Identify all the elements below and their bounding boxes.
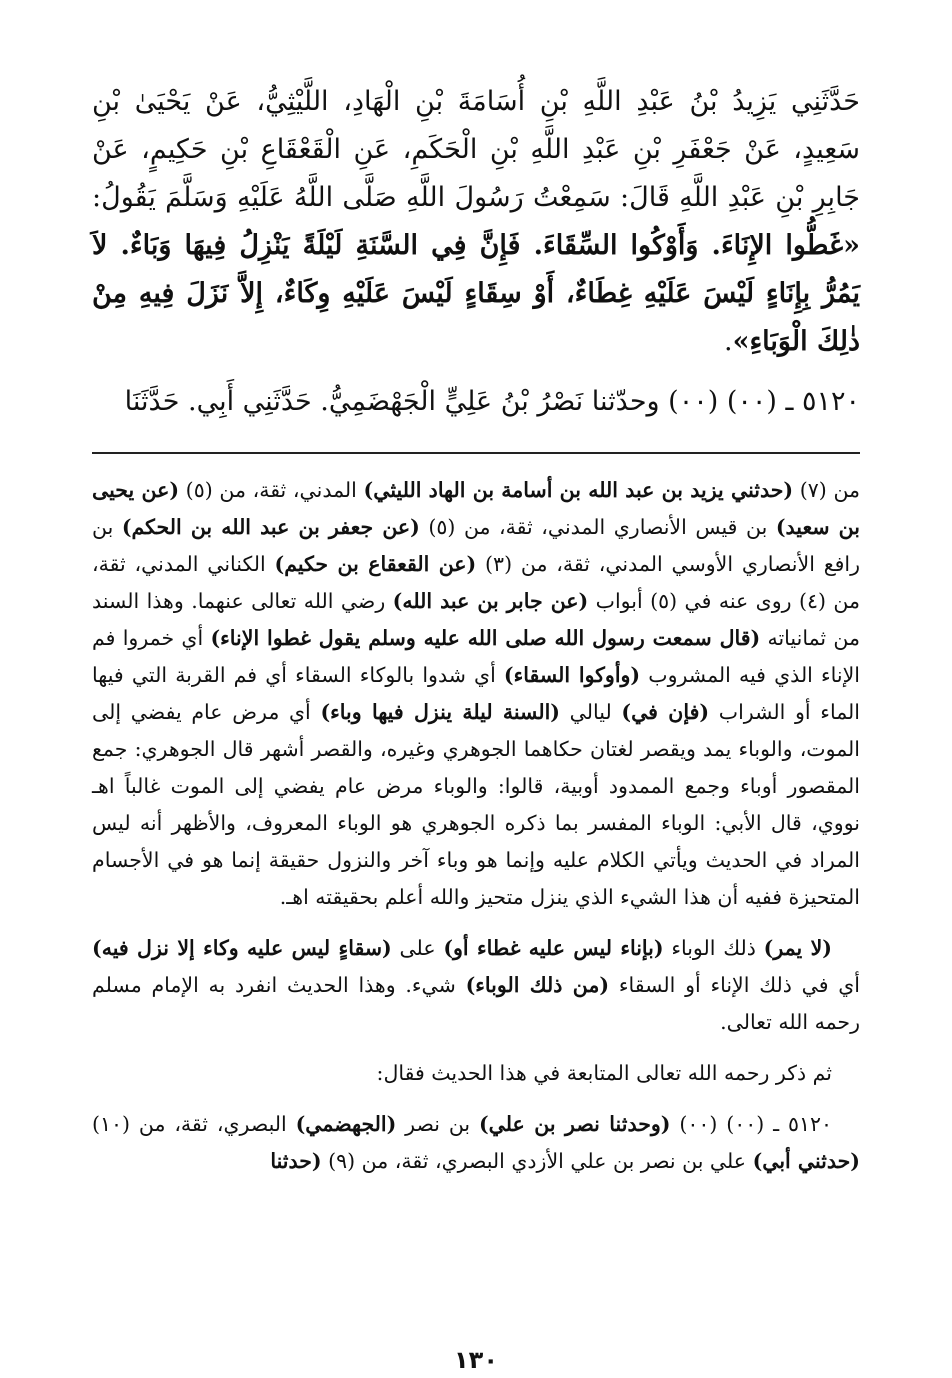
hadith-chain: حَدَّثَنِي يَزِيدُ بْنُ عَبْدِ اللَّهِ بْنِ أُسَامَةَ بْنِ الْهَادِ، اللَّيْثِيُّ، عَنْ يَحْيَىٰ بْنِ سَعِيدٍ، عَنْ جَعْفَرِ بْنِ عَبْدِ اللَّهِ بْنِ الْحَكَمِ، عَنِ الْقَعْقَاعِ بْنِ حَكِيمٍ، عَنْ جَابِرِ بْنِ عَبْدِ اللَّهِ قَالَ: سَمِعْتُ رَسُولَ اللَّهِ صَلَّى اللَّهُ عَلَيْهِ وَسَلَّمَ يَقُولُ: [92,86,860,213]
commentary-text: بن رافع الأنصاري الأوسي المدني، ثقة، من (٣) [92,515,861,576]
commentary-quoted-text: (من ذلك الوباء) [465,973,610,997]
commentary-quoted-text: (الجهضمي) [295,1112,397,1136]
commentary-quoted-text: (عن جابر بن عبد الله) [392,589,589,613]
commentary-quoted-text: (السنة ليلة ينزل فيها وباء) [320,700,560,724]
commentary-text: رضي الله تعالى عنهما. وهذا السند من ثمانياته [92,589,860,650]
commentary-quoted-text: (حدثني يزيد بن عبد الله بن أسامة بن الهاد الليثي) [363,478,794,502]
commentary-text: على [391,936,444,960]
commentary-quoted-text: (بإناء ليس عليه غطاء أو) [443,936,664,960]
commentary-quoted-text: (وأوكوا السقاء) [503,663,641,687]
hadith-prophetic-saying: «غَطُّوا الإِنَاءَ. وَأَوْكُوا السِّقَاءَ. فَإِنَّ فِي السَّنَةِ لَيْلَةً يَنْزِلُ فِيهَا وَبَاءٌ. لاَ يَمُرُّ بِإِنَاءٍ لَيْسَ عَلَيْهِ غِطَاءٌ، أَوْ سِقَاءٍ لَيْسَ عَلَيْهِ وِكَاءٌ، إِلاَّ نَزَلَ فِيهِ مِنْ ذٰلِكَ الْوَبَاءِ» [92,230,860,357]
commentary-text: ثم ذكر رحمه الله تعالى المتابعة في هذا الحديث فقال: [376,1061,832,1085]
commentary-quoted-text: (حدثني أبي) [752,1149,860,1173]
commentary-text: ٥١٢٠ ـ (٠٠) (٠٠) [670,1112,833,1136]
commentary-text: ذلك الوباء [663,936,764,960]
commentary-paragraph-3 [92,1055,860,1092]
commentary-text: أي شدوا بالوكاء السقاء أي فم القربة التي فيها الماء أو الشراب [92,663,860,724]
footnote-divider [92,452,860,454]
hadith-next-chain: ٥١٢٠ ـ (٠٠) (٠٠) وحدّثنا نَصْرُ بْنُ عَلِيٍّ الْجَهْضَمِيُّ. حَدَّثَنِي أَبِي. حَدَّثَنَا [124,386,860,417]
commentary-quoted-text: (عن جعفر بن عبد الله بن الحكم) [121,515,420,539]
book-page [92,78,861,1374]
commentary-text: شيء. وهذا الحديث انفرد به الإمام مسلم رحمه الله تعالى. [92,973,860,1034]
commentary-paragraph-1 [92,472,860,916]
commentary-quoted-text: (وحدثنا نصر بن علي) [478,1112,671,1136]
commentary-quoted-text: (قال سمعت رسول الله صلى الله عليه وسلم يقول غطوا الإناء) [210,626,761,650]
hadith-text [92,78,860,366]
commentary-quoted-text: (عن يحيى بن سعيد) [92,478,860,539]
commentary-text: المدني، ثقة، من (٥) [179,478,364,502]
commentary-paragraph-4 [92,1106,860,1180]
commentary [92,472,860,1180]
commentary-quoted-text: (سقاءٍ ليس عليه وكاء إلا نزل فيه) [92,936,392,960]
page-number: ١٣٠ [454,1346,498,1374]
commentary-text: أي في ذلك الإناء أو السقاء [609,973,860,997]
commentary-text: ليالي [559,700,622,724]
commentary-text: بن قيس الأنصاري المدني، ثقة، من (٥) [419,515,776,539]
commentary-quoted-text: (لا يمر) [763,936,832,960]
commentary-quoted-text: (حدثنا [270,1149,322,1173]
commentary-paragraph-2 [92,930,860,1041]
commentary-text: البصري، ثقة، من (١٠) [92,1112,296,1136]
commentary-quoted-text: (فإن في) [621,700,710,724]
commentary-text: من (٧) [793,478,861,502]
commentary-text: بن نصر [396,1112,479,1136]
commentary-quoted-text: (عن القعقاع بن حكيم) [274,552,477,576]
commentary-text: أي خمروا فم الإناء الذي فيه المشروب [92,626,861,687]
commentary-text: علي بن نصر بن علي الأزدي البصري، ثقة، من (٩) [321,1149,753,1173]
commentary-text: الكناني المدني، ثقة، من (٤) روى عنه في (٥) أبواب [92,552,860,613]
commentary-text: أي مرض عام يفضي إلى الموت، والوباء يمد ويقصر لغتان حكاهما الجوهري وغيره، والقصر أشهر قال الجوهري: جمع المقصور أوباء وجمع الممدود أوبية، قالوا: والوباء مرض عام يفضي إلى الموت غالباً اهـ نووي، قال الأبي: الوباء المفسر بما ذكره الجوهري هو الوباء المعروف، والأظهر أنه ليس المراد في الحديث ويأتي الكلام عليه وإنما هو وباء آخر والنزول حقيقة إنما هو في الأجسام المتحيزة ففيه أن هذا الشيء الذي ينزل متحيز والله أعلم بحقيقته اهـ. [92,700,860,909]
hadith-end-mark: . [724,326,733,357]
